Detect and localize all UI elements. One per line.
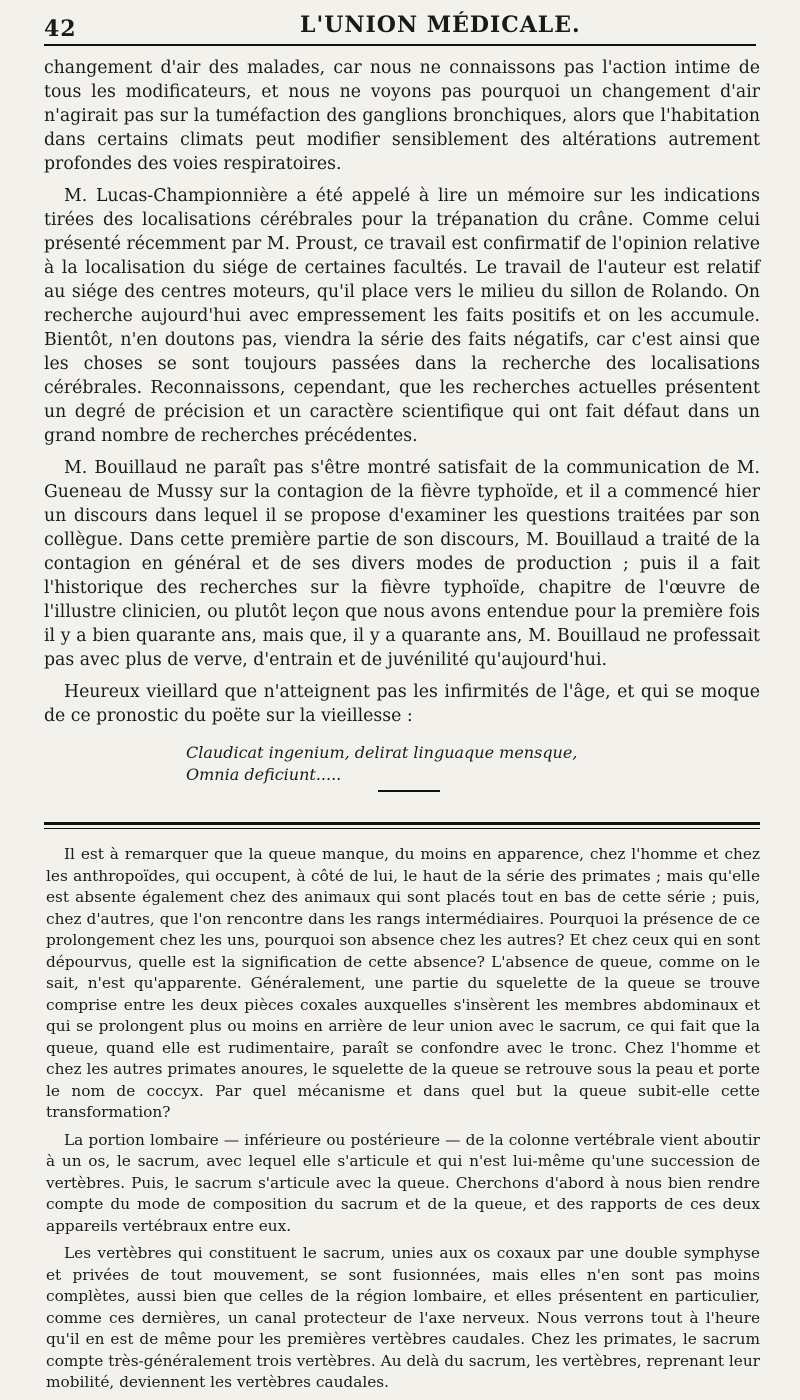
latin-verse <box>186 742 760 786</box>
paragraph-vertebres-sacrum: Les vertèbres qui constituent le sacrum, unies aux os coxaux par une double symphyse et privées de tout mouvement, se sont fusionnées, mais elles n'en sont pas moins complètes, aussi bien que celles de la région lombaire, et elles présentent en particulier, comme ces dernières, un canal protecteur de l'axe nerveux. Nous verrons tout à l'heure qu'il en est de même pour les premières vertèbres caudales. Chez les primates, le sacrum compte très-généralement trois vertèbres. Au delà du sacrum, les vertèbres, reprenant leur mobilité, deviennent les vertèbres caudales. <box>46 1244 760 1391</box>
page-number: 42 <box>44 16 77 42</box>
page-header <box>0 0 800 46</box>
paragraph-climate: changement d'air des malades, car nous ne connaissons pas l'action intime de tous les modificateurs, et nous ne voyons pas pourquoi un changement d'air n'agirait pas sur la tuméfaction des ganglions bronchiques, alors que l'habitation dans certains climats peut modifier sensiblement des altérations autrement profondes des voies respiratoires. <box>44 58 760 174</box>
paragraph-queue: Il est à remarquer que la queue manque, du moins en apparence, chez l'homme et chez les anthropoïdes, qui occupent, à côté de lui, le haut de la série des primates ; mais qu'elle est absente également chez des animaux qui sont placés tout en bas de cette série ; puis, chez d'autres, que l'on rencontre dans les rangs intermédiaires. Pourquoi la présence de ce prolongement chez les uns, pourquoi son absence chez les autres? Et chez ceux qui en sont dépourvus, quelle est la signification de cette absence? L'absence de queue, comme on le sait, n'est qu'apparente. Généralement, une partie du squelette de la queue se trouve comprise entre les deux pièces coxales auxquelles s'insèrent les membres abdominaux et qui se prolongent plus ou moins en arrière de leur union avec le sacrum, ce qui fait que la queue, quand elle est rudimentaire, paraît se confondre avec le tronc. Chez l'homme et chez les autres primates anoures, le squelette de la queue se retrouve sous la peau et porte le nom de coccyx. Par quel mécanisme et dans quel but la queue subit-elle cette transformation? <box>46 845 760 1121</box>
paragraph-bouillaud: M. Bouillaud ne paraît pas s'être montré satisfait de la communication de M. Gueneau de Mussy sur la contagion de la fièvre typhoïde, et il a commencé hier un discours dans lequel il se propose d'examiner les questions traitées par son collègue. Dans cette première partie de son discours, M. Bouillaud a traité de la contagion en général et de ses divers modes de production ; puis il a fait l'historique des recherches sur la fièvre typhoïde, chapitre de l'œuvre de l'illustre clinicien, ou plutôt leçon que nous avons entendue pour la première fois il y a bien quarante ans, mais que, il y a quarante ans, M. Bouillaud ne professait pas avec plus de verve, d'entrain et de juvénilité qu'aujourd'hui. <box>44 458 760 670</box>
upper-column <box>44 56 760 786</box>
paragraph-heureux-vieillard: Heureux vieillard que n'atteignent pas les infirmités de l'âge, et qui se moque de ce pronostic du poëte sur la vieillesse : <box>44 682 760 726</box>
header-rule <box>44 44 756 46</box>
section-end-rule <box>378 790 440 792</box>
paragraph-lucas-championniere: M. Lucas-Championnière a été appelé à lire un mémoire sur les indications tirées des localisations cérébrales pour la trépanation du crâne. Comme celui présenté récemment par M. Proust, ce travail est confirmatif de l'opinion relative à la localisation du siége de certaines facultés. Le travail de l'auteur est relatif au siége des centres moteurs, qu'il place vers le milieu du sillon de Rolando. On recherche aujourd'hui avec empressement les faits positifs et on les accumule. Bientôt, n'en doutons pas, viendra la série des faits négatifs, car c'est ainsi que les choses se sont toujours passées dans la recherche des localisations cérébrales. Reconnaissons, cependant, que les recherches actuelles présentent un degré de précision et un caractère scientifique qui ont fait défaut dans un grand nombre de recherches précédentes. <box>44 186 760 446</box>
lower-column <box>46 844 760 1400</box>
verse-line-1: Claudicat ingenium, delirat linguaque mensque, <box>186 743 578 762</box>
verse-line-2: Omnia deficiunt..... <box>186 765 342 784</box>
feuilleton-rule-thin <box>44 828 760 829</box>
journal-title: L'UNION MÉDICALE. <box>300 12 581 38</box>
paragraph-portion-lombaire: La portion lombaire — inférieure ou postérieure — de la colonne vertébrale vient aboutir à un os, le sacrum, avec lequel elle s'articule et qui n'est lui-même qu'une succession de vertèbres. Puis, le sacrum s'articule avec la queue. Cherchons d'abord à nous bien rendre compte du mode de composition du sacrum et de la queue, et des rapports de ces deux appareils vertébraux entre eux. <box>46 1130 760 1235</box>
feuilleton-rule <box>44 822 760 825</box>
